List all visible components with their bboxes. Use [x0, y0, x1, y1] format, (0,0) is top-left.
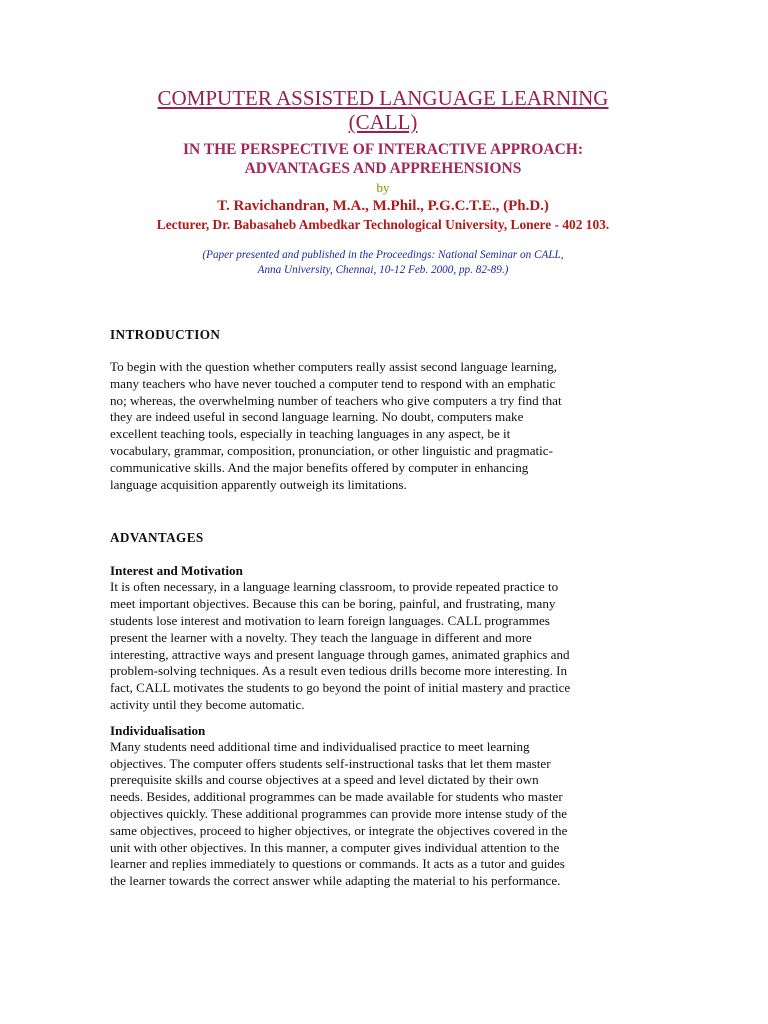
paragraph-line: Many students need additional time and individualised practice to meet learning: [110, 738, 530, 754]
paragraph-line: objectives quickly. These additional programmes can provide more intense study of the: [110, 805, 568, 821]
paragraph-line: To begin with the question whether computers really assist second language learning,: [110, 359, 558, 374]
paragraph-line: vocabulary, grammar, composition, pronunciation, or other linguistic and pragmatic-: [110, 442, 553, 458]
author-affiliation: Lecturer, Dr. Babasaheb Ambedkar Technological University, Lonere - 402 103.: [156, 217, 610, 232]
title-line-1: COMPUTER ASSISTED LANGUAGE LEARNING: [157, 86, 609, 110]
paragraph-line: the learner towards the correct answer while adapting the material to his performance.: [110, 873, 561, 889]
introduction-heading: INTRODUCTION: [110, 327, 221, 342]
note-line-1: (Paper presented and published in the Proceedings: National Seminar on CALL,: [202, 249, 564, 261]
individualisation-paragraph: [110, 739, 656, 890]
interest-motivation-heading: Interest and Motivation: [110, 563, 243, 579]
header-block: [110, 86, 656, 278]
paragraph-line: many teachers who have never touched a computer tend to respond with an emphatic: [110, 375, 556, 391]
paragraph-line: they are indeed useful in second language learning. No doubt, computers make: [110, 409, 524, 425]
advantages-heading: ADVANTAGES: [110, 530, 204, 546]
paragraph-line: present the learner with a novelty. They teach the language in different and more: [110, 629, 532, 645]
paragraph-line: needs. Besides, additional programmes can be made available for students who master: [110, 789, 563, 805]
introduction-paragraph: [110, 359, 656, 493]
individualisation-heading: Individualisation: [110, 722, 206, 738]
subtitle-line-2: ADVANTAGES AND APPREHENSIONS: [244, 160, 522, 177]
title-line-2: (CALL): [348, 110, 418, 134]
note-line-2: Anna University, Chennai, 10-12 Feb. 2000, pp. 82-89.): [257, 264, 509, 276]
author-name: T. Ravichandran, M.A., M.Phil., P.G.C.T.E., (Ph.D.): [217, 198, 549, 214]
document-title: [110, 86, 656, 134]
by-label: by: [376, 180, 390, 195]
paragraph-line: meet important objectives. Because this can be boring, painful, and frustrating, many: [110, 596, 556, 612]
paragraph-line: same objectives, proceed to higher objectives, or integrate the objectives covered in the: [110, 822, 568, 838]
paragraph-line: learner and replies immediately to questions or commands. It acts as a tutor and guides: [110, 856, 565, 872]
paragraph-line: activity until they become automatic.: [110, 696, 305, 712]
paragraph-line: interesting, attractive ways and present language through games, animated graphics and: [110, 646, 570, 662]
paragraph-line: problem-solving techniques. As a result even tedious drills become more interesting. In: [110, 663, 568, 679]
paragraph-line: prerequisite skills and course objectives at a speed and level dictated by their own: [110, 772, 539, 788]
paragraph-line: students lose interest and motivation to learn foreign languages. CALL programmes: [110, 612, 550, 628]
paragraph-line: fact, CALL motivates the students to go beyond the point of initial mastery and practice: [110, 680, 571, 696]
paragraph-line: communicative skills. And the major benefits offered by computer in enhancing: [110, 459, 529, 475]
subtitle-line-1: IN THE PERSPECTIVE OF INTERACTIVE APPROACH:: [182, 141, 584, 158]
document-subtitle: [110, 140, 656, 178]
paragraph-line: excellent teaching tools, especially in teaching languages in any aspect, be it: [110, 426, 511, 442]
interest-motivation-paragraph: [110, 579, 656, 713]
paragraph-line: unit with other objectives. In this manner, a computer gives individual attention to the: [110, 839, 560, 855]
paragraph-line: no; whereas, the overwhelming number of teachers who give computers a try find that: [110, 392, 562, 408]
paragraph-line: language acquisition apparently outweigh its limitations.: [110, 476, 407, 492]
document-page: [110, 86, 656, 890]
paragraph-line: It is often necessary, in a language learning classroom, to provide repeated practice to: [110, 579, 559, 595]
publication-note: [110, 248, 656, 278]
paragraph-line: objectives. The computer offers students self-instructional tasks that let them master: [110, 755, 551, 771]
